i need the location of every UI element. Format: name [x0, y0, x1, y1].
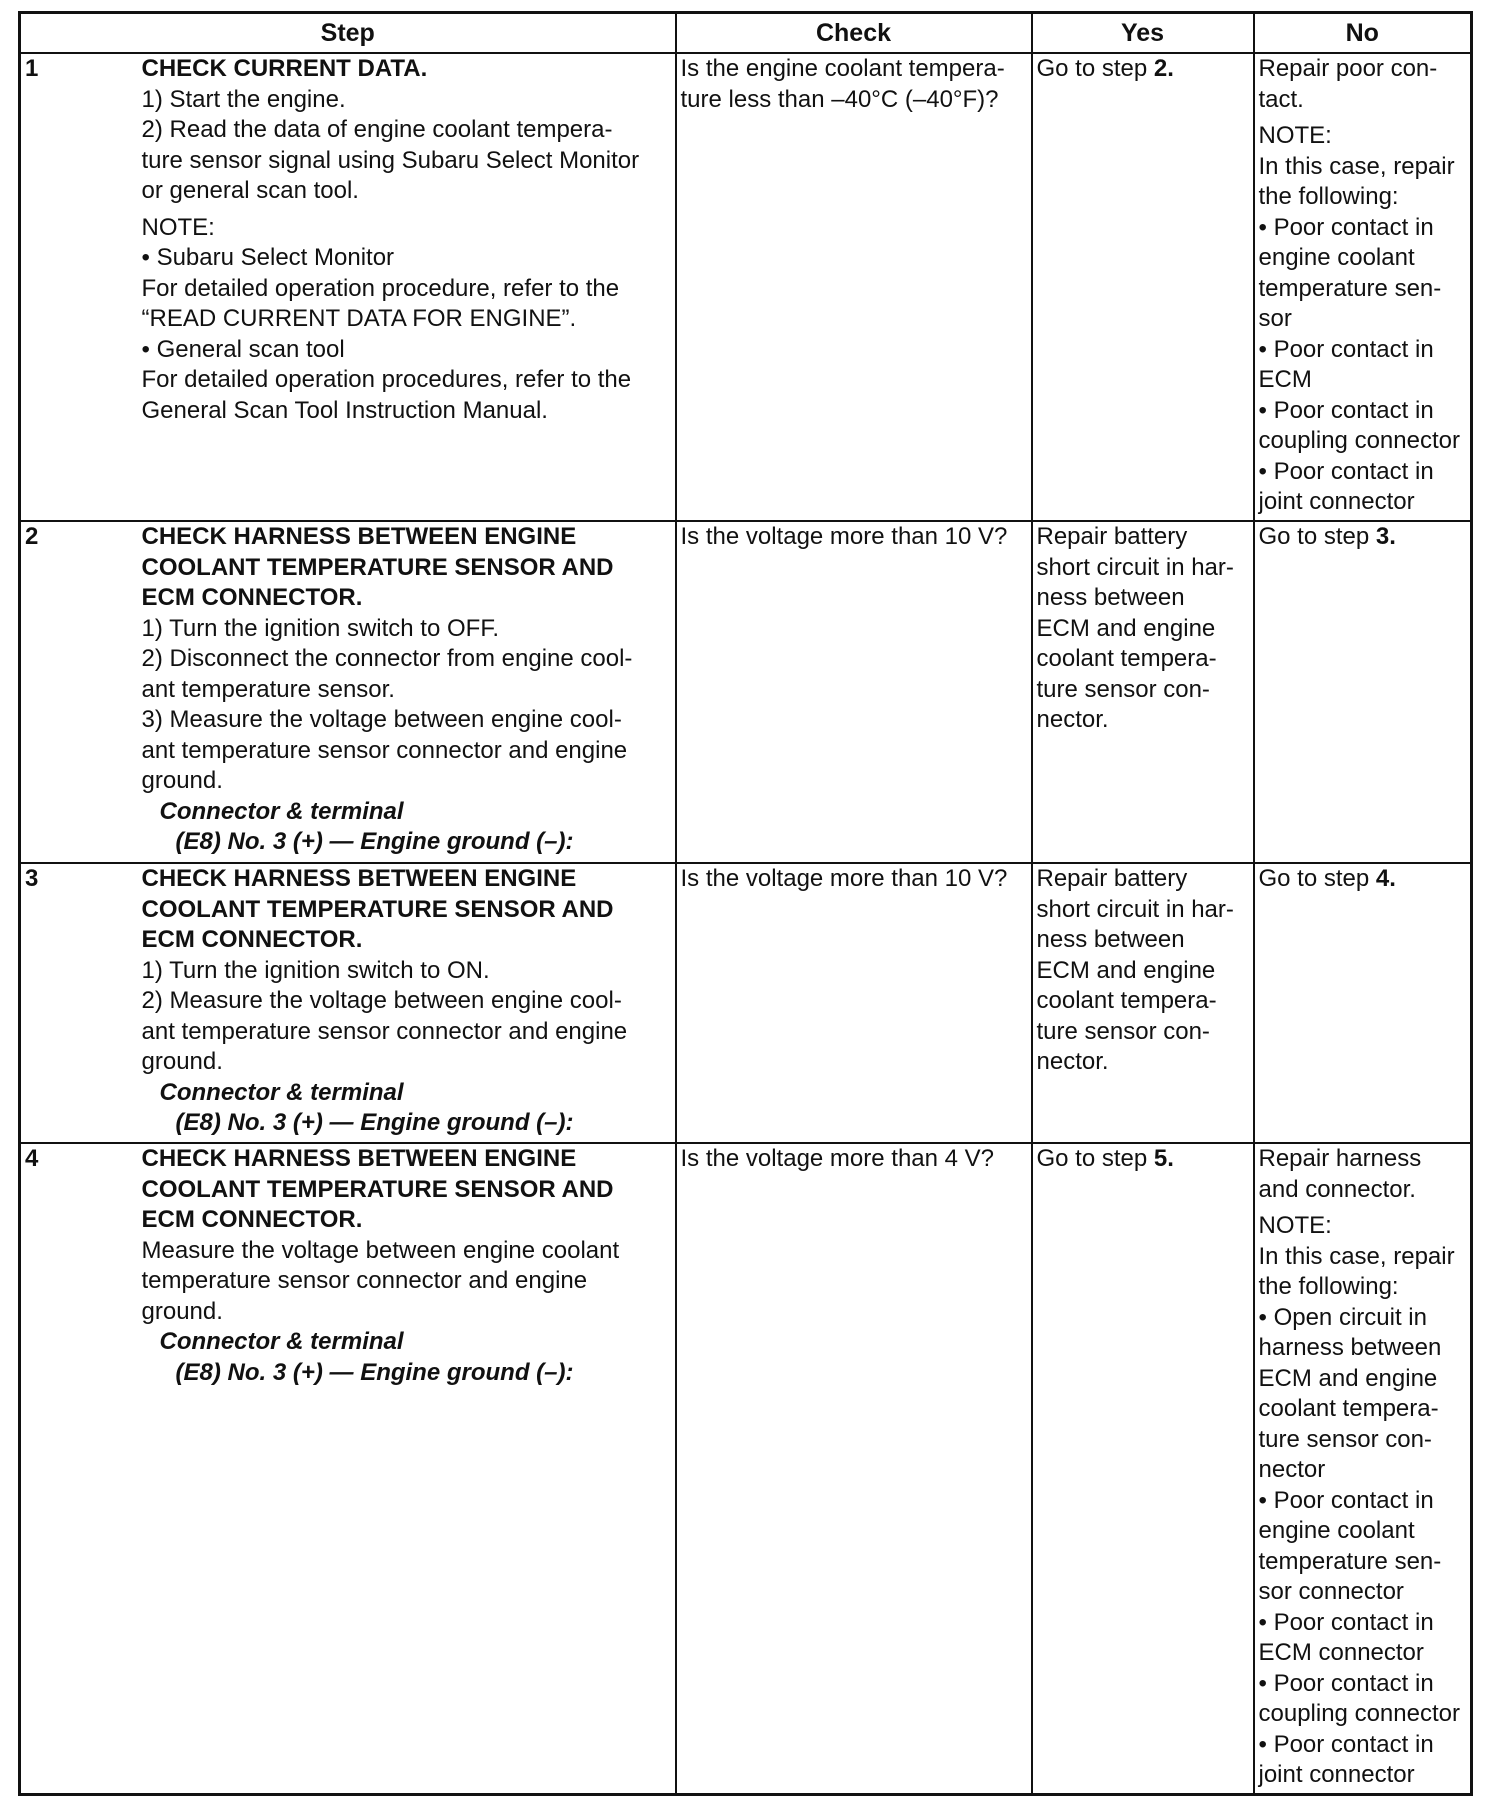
connector-terminal-value: (E8) No. 3 (+) — Engine ground (–):	[175, 1358, 574, 1386]
yes-line: nector.	[1036, 706, 1109, 733]
header-check: Check	[676, 13, 1032, 54]
no-goto-step: 3.	[1375, 523, 1396, 550]
note-line: For detailed operation procedure, refer to the	[141, 274, 620, 302]
step-title: CHECK HARNESS BETWEEN ENGINE	[141, 865, 577, 892]
no-note-line: • Poor contact in	[1258, 1608, 1434, 1636]
note-line: For detailed operation procedures, refer to the	[141, 366, 632, 393]
yes-line: ECM and engine	[1036, 614, 1216, 642]
check-line: ture less than –40°C (–40°F)?	[680, 85, 999, 113]
step-line: 2) Read the data of engine coolant tempera-	[141, 116, 613, 143]
yes-line: coolant tempera-	[1036, 987, 1217, 1014]
no-note-line: coupling connector	[1258, 1700, 1460, 1727]
step-line: 1) Turn the ignition switch to ON.	[141, 956, 490, 984]
no-goto-step: 4.	[1375, 865, 1396, 892]
no-note-line: nector	[1258, 1456, 1326, 1483]
no-note-line: In this case, repair	[1258, 1242, 1455, 1270]
note-line: • Subaru Select Monitor	[141, 244, 395, 271]
step-line: ant temperature sensor.	[141, 675, 395, 703]
no-note-line: engine coolant	[1258, 1517, 1415, 1544]
step-title: COOLANT TEMPERATURE SENSOR AND	[141, 1175, 614, 1203]
no-note-line: the following:	[1258, 183, 1399, 210]
diagnostic-page	[18, 11, 1470, 1796]
note-line: General Scan Tool Instruction Manual.	[141, 396, 548, 424]
no-note-label: NOTE:	[1258, 1212, 1332, 1239]
yes-goto-step: 2.	[1153, 55, 1174, 82]
yes-line: ture sensor con-	[1036, 675, 1210, 703]
no-note-line: ECM and engine	[1258, 1364, 1438, 1392]
no-note-line: coupling connector	[1258, 427, 1460, 454]
step-line: ant temperature sensor connector and engine	[141, 1017, 628, 1045]
no-note-line: • Poor contact in	[1258, 213, 1434, 241]
check-cell	[676, 1143, 1032, 1794]
note-line: • General scan tool	[141, 335, 345, 363]
no-note-line: • Poor contact in	[1258, 457, 1434, 485]
step-title: COOLANT TEMPERATURE SENSOR AND	[141, 895, 614, 923]
note-label: NOTE:	[141, 213, 215, 241]
yes-line: Repair battery	[1036, 865, 1188, 892]
no-note-line: joint connector	[1258, 488, 1415, 515]
no-note-label: NOTE:	[1258, 122, 1332, 149]
step-line: or general scan tool.	[141, 177, 359, 204]
no-note-line: In this case, repair	[1258, 152, 1455, 180]
step-line: ground.	[141, 767, 223, 794]
check-line: Is the voltage more than 4 V?	[680, 1145, 995, 1172]
yes-cell	[1032, 863, 1254, 1143]
no-note-line: the following:	[1258, 1273, 1399, 1300]
step-line: ground.	[141, 1297, 223, 1325]
step-line: temperature sensor connector and engine	[141, 1267, 588, 1294]
no-line: Repair poor con-	[1258, 55, 1438, 82]
no-note-line: temperature sen-	[1258, 274, 1442, 302]
no-note-line: • Poor contact in	[1258, 1486, 1434, 1514]
connector-terminal-value: (E8) No. 3 (+) — Engine ground (–):	[175, 1109, 574, 1136]
check-line: Is the voltage more than 10 V?	[680, 523, 1008, 550]
no-goto-text: Go to step	[1258, 523, 1376, 550]
step-description	[138, 521, 676, 863]
table-row	[20, 521, 1472, 863]
no-line: and connector.	[1258, 1175, 1416, 1203]
no-note-line: joint connector	[1258, 1761, 1415, 1788]
step-number: 1	[20, 53, 138, 521]
note-line: “READ CURRENT DATA FOR ENGINE”.	[141, 305, 577, 332]
yes-goto-text: Go to step	[1036, 55, 1154, 82]
yes-line: ECM and engine	[1036, 956, 1216, 984]
yes-goto-text: Go to step	[1036, 1145, 1154, 1172]
no-note-line: temperature sen-	[1258, 1547, 1442, 1575]
yes-line: short circuit in har-	[1036, 553, 1234, 581]
table-row	[20, 1143, 1472, 1794]
no-note-line: sor	[1258, 305, 1292, 332]
no-cell	[1254, 1143, 1472, 1794]
no-cell	[1254, 863, 1472, 1143]
no-line: tact.	[1258, 85, 1304, 113]
check-cell	[676, 863, 1032, 1143]
no-cell	[1254, 521, 1472, 863]
step-title: ECM CONNECTOR.	[141, 1206, 363, 1233]
step-line: 1) Start the engine.	[141, 85, 346, 113]
step-line: 3) Measure the voltage between engine cool-	[141, 706, 622, 733]
no-note-line: harness between	[1258, 1334, 1442, 1361]
step-line: 2) Measure the voltage between engine cool-	[141, 987, 622, 1014]
no-note-line: engine coolant	[1258, 244, 1415, 271]
step-title: CHECK HARNESS BETWEEN ENGINE	[141, 523, 577, 550]
step-title: ECM CONNECTOR.	[141, 584, 363, 611]
yes-cell	[1032, 521, 1254, 863]
no-note-line: ECM connector	[1258, 1639, 1424, 1666]
step-line: 1) Turn the ignition switch to OFF.	[141, 614, 499, 642]
table-row	[20, 863, 1472, 1143]
yes-line: ture sensor con-	[1036, 1017, 1210, 1045]
no-note-line: • Poor contact in	[1258, 335, 1434, 363]
diagnostic-table	[18, 11, 1473, 1796]
no-note-line: sor connector	[1258, 1578, 1404, 1605]
no-line: Repair harness	[1258, 1145, 1422, 1172]
no-note-line: ture sensor con-	[1258, 1425, 1432, 1453]
step-title: COOLANT TEMPERATURE SENSOR AND	[141, 553, 614, 581]
yes-cell	[1032, 1143, 1254, 1794]
no-note-line: • Open circuit in	[1258, 1303, 1427, 1331]
yes-line: nector.	[1036, 1048, 1109, 1075]
step-line: ture sensor signal using Subaru Select Monitor	[141, 146, 640, 174]
check-cell	[676, 521, 1032, 863]
header-yes: Yes	[1032, 13, 1254, 54]
connector-terminal-label: Connector & terminal	[159, 1078, 404, 1106]
header-row	[20, 13, 1472, 54]
header-no: No	[1254, 13, 1472, 54]
no-note-line: • Poor contact in	[1258, 1669, 1434, 1697]
step-title: CHECK HARNESS BETWEEN ENGINE	[141, 1145, 577, 1172]
no-note-line: ECM	[1258, 366, 1312, 393]
connector-terminal-label: Connector & terminal	[159, 797, 404, 825]
step-line: ground.	[141, 1048, 223, 1075]
yes-line: ness between	[1036, 584, 1185, 611]
step-line: Measure the voltage between engine coolant	[141, 1236, 620, 1264]
check-line: Is the voltage more than 10 V?	[680, 865, 1008, 892]
step-number: 4	[20, 1143, 138, 1794]
no-note-line: • Poor contact in	[1258, 396, 1434, 424]
header-step: Step	[20, 13, 676, 54]
yes-line: coolant tempera-	[1036, 645, 1217, 672]
table-row	[20, 53, 1472, 521]
no-goto-text: Go to step	[1258, 865, 1376, 892]
check-line: Is the engine coolant tempera-	[680, 55, 1005, 82]
no-cell	[1254, 53, 1472, 521]
step-line: ant temperature sensor connector and engine	[141, 736, 628, 764]
step-title: ECM CONNECTOR.	[141, 926, 363, 953]
yes-line: ness between	[1036, 926, 1185, 953]
step-number: 3	[20, 863, 138, 1143]
no-note-line: • Poor contact in	[1258, 1730, 1434, 1758]
no-note-line: coolant tempera-	[1258, 1395, 1439, 1422]
yes-cell	[1032, 53, 1254, 521]
step-line: 2) Disconnect the connector from engine cool-	[141, 645, 633, 672]
step-description	[138, 53, 676, 521]
step-description	[138, 863, 676, 1143]
step-title: CHECK CURRENT DATA.	[141, 55, 428, 82]
step-number: 2	[20, 521, 138, 863]
step-description	[138, 1143, 676, 1794]
check-cell	[676, 53, 1032, 521]
yes-line: short circuit in har-	[1036, 895, 1234, 923]
connector-terminal-label: Connector & terminal	[159, 1328, 404, 1355]
yes-goto-step: 5.	[1153, 1145, 1174, 1172]
yes-line: Repair battery	[1036, 523, 1188, 550]
connector-terminal-value: (E8) No. 3 (+) — Engine ground (–):	[175, 828, 574, 855]
